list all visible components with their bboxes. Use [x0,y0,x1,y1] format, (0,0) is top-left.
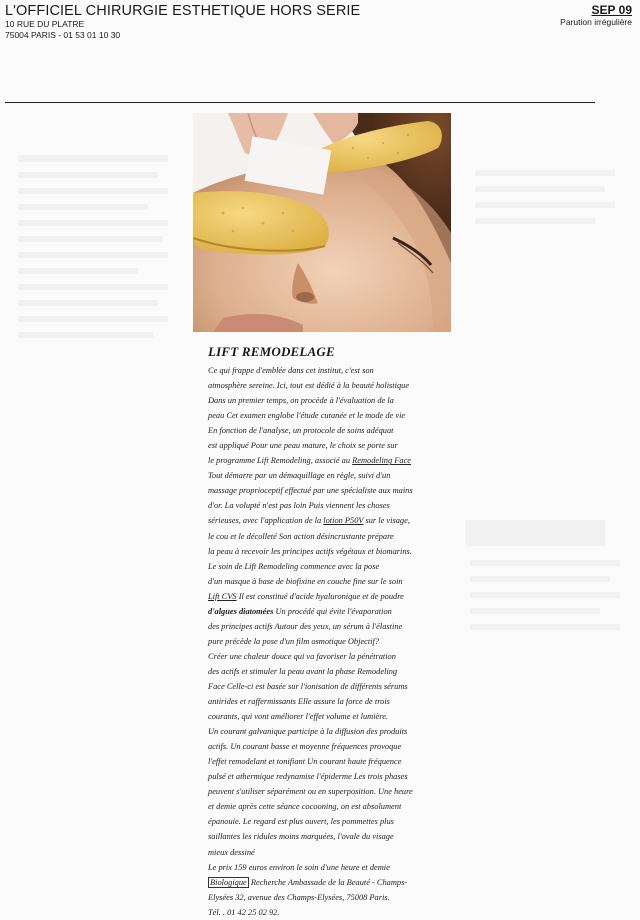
bold-term: d'algues diatomées [208,606,274,616]
body-line: Tout démarre par un démaquillage en règle, suivi d'un [208,471,391,481]
issue-frequency: Parution irrégulière [560,17,632,27]
body-line: l'effet remodelant et tonifiant Un courant haute fréquence [208,757,402,767]
underlined-term: lotion P50V [323,516,364,526]
body-line: le cou et le décolleté Son action désincrustante prépare [208,531,394,541]
body-line: peau Cet examen englobe l'étude cutanée et le mode de vie [208,411,406,421]
boxed-label: Biologique [210,877,247,887]
body-line: actifs. Un courant basse et moyenne fréquences provoque [208,742,402,752]
body-line: des actifs et stimuler la peau avant la phase Remodeling [208,666,398,676]
body-line: Le prix 159 euros environ le soin d'une heure et demie [208,862,390,872]
body-line: Elysées 32, avenue des Champs-Elysées, 75008 Paris. [208,892,390,902]
body-line: d'un masque à base de biofixine en couche fine sur le soin [208,576,403,586]
body-line: Le soin de Lift Remodeling commence avec la pose [208,561,380,571]
body-line: En fonction de l'analyse, un protocole de soins adéquat [208,426,394,436]
body-line: Ce qui frappe d'emblée dans cet institut, c'est son [208,366,374,375]
body-line: mieux dessiné [208,847,255,857]
facial-treatment-photo [193,113,451,332]
body-line: d'algues diatomées Un procédé qui évite l'évaporation [208,606,392,616]
publisher-address-street: 10 RUE DU PLATRE [5,19,85,29]
body-line: antirides et raffermissants Elle assure la force de trois [208,697,390,707]
header-divider [5,102,595,103]
article-title: LIFT REMODELAGE [208,344,335,359]
publication-header [5,3,360,40]
publisher-address-city-phone: 75004 PARIS - 01 53 01 10 30 [5,29,121,40]
body-line: atmosphère sereine. Ici, tout est dédié à la beauté holistique [208,381,410,391]
body-line: Tél. . 01 42 25 02 92. [208,907,280,917]
article-photo [193,113,451,332]
body-line-with-label [208,875,460,890]
body-line: épanouie. Le regard est plus ouvert, les pommettes plus [208,817,394,827]
body-line: pulsé et athermique redynamise l'épiderme Les trois phases [208,772,408,782]
body-line: saillantes les ridules moins marquées, l'ovale du visage [208,832,394,842]
body-line: sérieuses, avec l'application de la lotion P50V sur le visage, [208,516,410,526]
body-line: le programme Lift Remodeling, associé au Remodeling Face [208,456,411,466]
publication-title: L'OFFICIEL CHIRURGIE ESTHETIQUE HORS SERIE [5,3,361,19]
body-line: courants, qui vont améliorer l'effet volume et lumière. [208,712,389,722]
underlined-term: Remodeling Face [352,456,411,466]
body-line: et demie après cette séance cocooning, on est absolument [208,802,402,812]
body-line: Créer une chaleur douce qui va favoriser la pénétration [208,651,396,661]
body-line: Un courant galvanique participe à la diffusion des produits [208,727,408,737]
body-line: massage proprioceptif effectué par une spécialiste aux mains [208,486,413,496]
body-line: pure précède la pose d'un film osmotique Objectif? [208,636,380,646]
article-body [208,363,460,920]
body-line: Dans un premier temps, on procède à l'évaluation de la [208,396,394,406]
body-line: des principes actifs Autour des yeux, un sérum à l'élastine [208,621,403,631]
issue-info [560,3,632,28]
body-line-text: Recherche Ambassade de la Beauté - Champs- [250,877,408,887]
underlined-term: Lift CVS [208,591,237,601]
body-line: peuvent s'utiliser séparément ou en superposition. Une heure [208,787,413,797]
body-line: Lift CVS Il est constitué d'acide hyaluronique et de poudre [208,591,404,601]
body-line: d'or. La volupté n'est pas loin Puis viennent les choses [208,501,390,511]
body-line: la peau à recevoir les principes actifs végétaux et biomarins. [208,546,412,556]
body-line: Face Celle-ci est basée sur l'ionisation de différents sérums [208,681,408,691]
body-line: est appliqué Pour une peau mature, le choix se porte sur [208,441,398,451]
article [208,344,460,920]
issue-date: SEP 09 [591,3,632,17]
